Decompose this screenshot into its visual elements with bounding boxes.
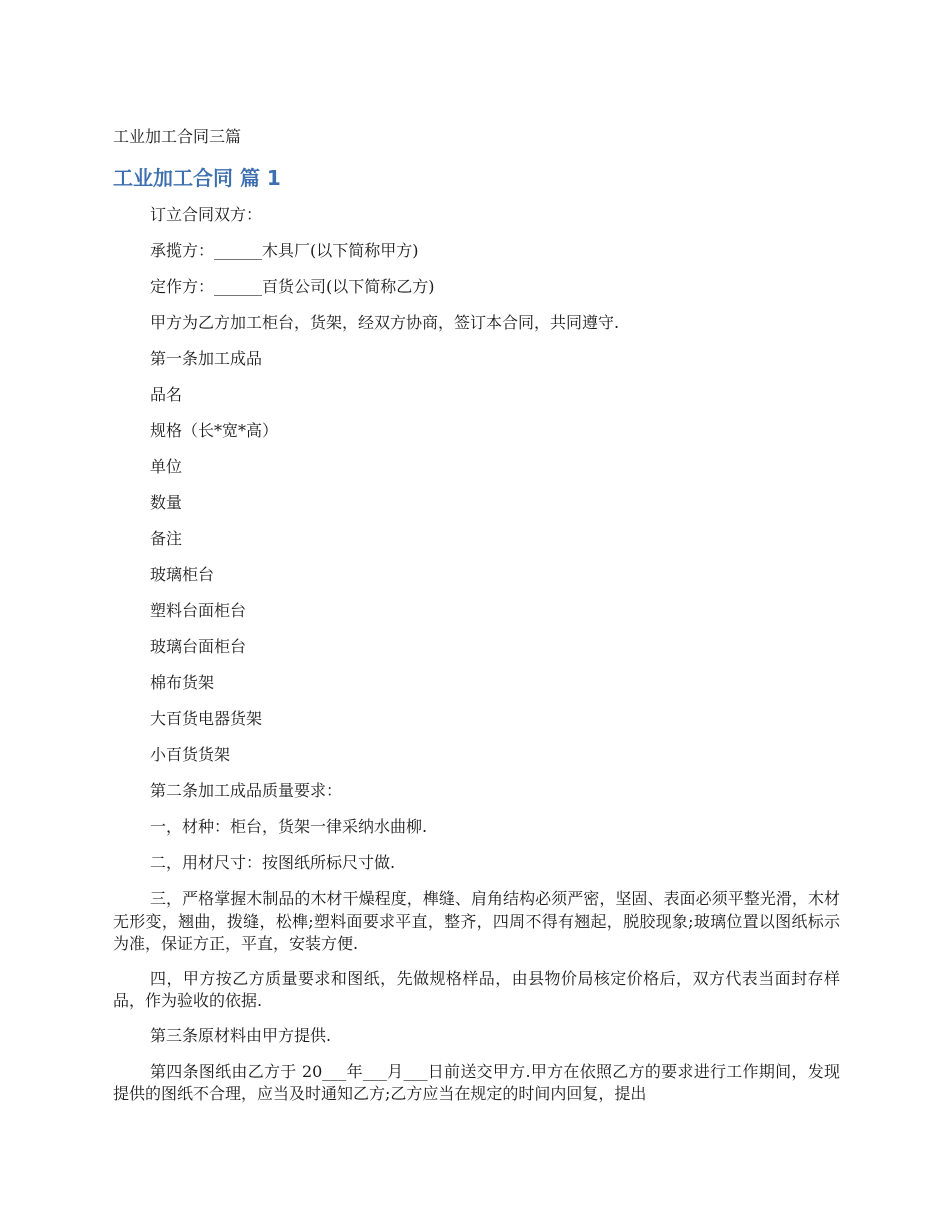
document-title: 工业加工合同三篇 bbox=[113, 127, 242, 146]
paragraph-material: 一，材种：柜台，货架一律采纳水曲柳. bbox=[150, 817, 428, 836]
document-body bbox=[113, 204, 840, 1118]
article-3: 第三条原材料由甲方提供. bbox=[150, 1025, 332, 1045]
list-item: 备注 bbox=[150, 529, 183, 548]
section-heading: 工业加工合同 篇 1 bbox=[113, 166, 281, 190]
paragraph-client: 定作方：______百货公司(以下简称乙方) bbox=[150, 277, 435, 296]
list-item: 品名 bbox=[150, 385, 183, 404]
list-item: 规格（长*宽*高） bbox=[150, 421, 279, 440]
list-item: 塑料台面柜台 bbox=[150, 601, 247, 620]
list-item: 小百货货架 bbox=[150, 745, 231, 764]
article-4: 第四条图纸由乙方于 20___年___月___日前送交甲方.甲方在依照乙方的要求进行工作期间，发现提供的图纸不合理，应当及时通知乙方;乙方应当在规定的时间内回复，提出 bbox=[113, 1061, 840, 1103]
paragraph-samples: 四，甲方按乙方质量要求和图纸，先做规格样品，由县物价局核定价格后，双方代表当面封存样品，作为验收的依据. bbox=[113, 968, 840, 1010]
paragraph-parties: 订立合同双方： bbox=[150, 205, 263, 224]
list-item: 棉布货架 bbox=[150, 673, 215, 692]
paragraph-dimensions: 二，用材尺寸：按图纸所标尺寸做. bbox=[150, 853, 396, 872]
list-item: 数量 bbox=[150, 493, 183, 512]
list-item: 玻璃柜台 bbox=[150, 565, 215, 584]
paragraph-intro: 甲方为乙方加工柜台，货架，经双方协商，签订本合同，共同遵守. bbox=[150, 313, 620, 332]
list-item: 玻璃台面柜台 bbox=[150, 637, 247, 656]
article-2-heading: 第二条加工成品质量要求： bbox=[150, 781, 343, 800]
article-1-heading: 第一条加工成品 bbox=[150, 349, 263, 368]
paragraph-quality: 三，严格掌握木制品的木材干燥程度，榫缝、肩角结构必须严密，坚固、表面必须平整光滑，木材无形变，翘曲，拨缝，松榫;塑料面要求平直，整齐，四周不得有翘起，脱胶现象;玻璃位置以图纸标示为准，保证方正，平直，安装方便. bbox=[113, 889, 840, 953]
paragraph-contractor: 承揽方：______木具厂(以下简称甲方) bbox=[150, 241, 419, 260]
list-item: 大百货电器货架 bbox=[150, 709, 263, 728]
list-item: 单位 bbox=[150, 457, 183, 476]
